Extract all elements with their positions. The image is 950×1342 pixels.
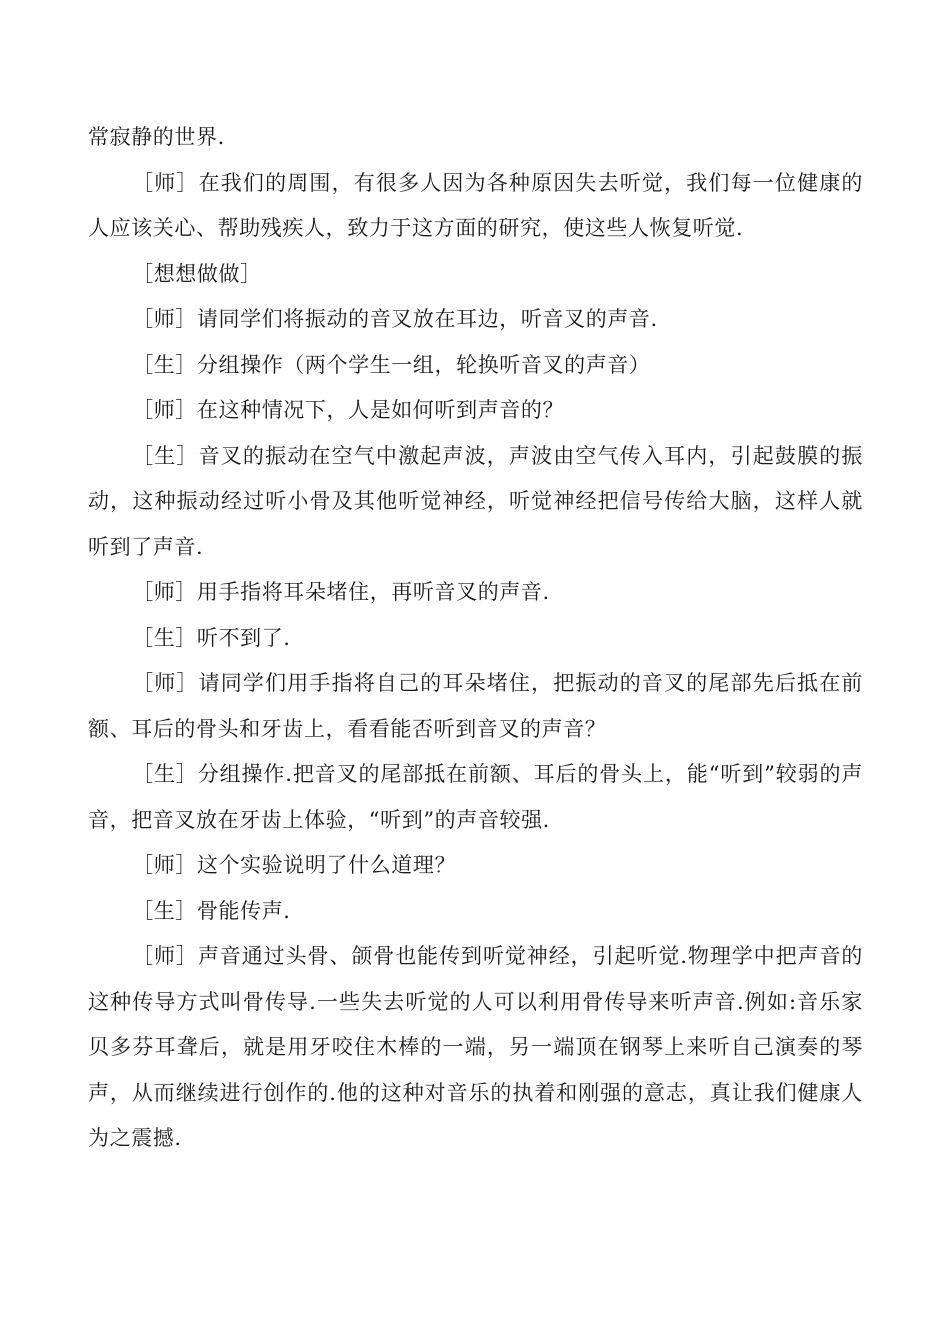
paragraph-student-group-operation: ［生］分组操作（两个学生一组，轮换听音叉的声音） [132, 352, 651, 377]
paragraph-teacher-block-ears: ［师］用手指将耳朵堵住，再听音叉的声音. [132, 580, 550, 604]
paragraph-teacher-question-how-hear: ［师］在这种情况下，人是如何听到声音的？ [132, 398, 565, 422]
paragraph-student-answer-hearing: ［生］音叉的振动在空气中激起声波，声波由空气传入耳内，引起鼓膜的振动，这种振动经过听小骨及其他听觉神经，听觉神经把信号传给大脑，这样人就听到了声音. [88, 443, 863, 559]
paragraph-student-cannot-hear: ［生］听不到了. [132, 625, 291, 650]
paragraph-teacher-tuning-fork: ［师］请同学们将振动的音叉放在耳边，听音叉的声音. [132, 307, 658, 331]
paragraph-teacher-bone-conduction-beethoven: ［师］声音通过头骨、颌骨也能传到听觉神经，引起听觉.物理学中把声音的这种传导方式叫骨传导.一些失去听觉的人可以利用骨传导来听声音.例如:音乐家贝多芬耳聋后，就是用牙咬住木棒的一端，另一端顶在钢琴上来听自己演奏的琴声，从而继续进行创作的.他的这种对音乐的执着和刚强的意志，真让我们健康人为之震撼. [88, 944, 863, 1150]
paragraph-continuation: 常寂静的世界. [88, 125, 225, 149]
document-body [88, 115, 863, 1162]
paragraph-teacher-hearing-loss: ［师］在我们的周围，有很多人因为各种原因失去听觉，我们每一位健康的人应该关心、帮助残疾人，致力于这方面的研究，使这些人恢复听觉. [88, 170, 863, 240]
paragraph-teacher-question-principle: ［师］这个实验说明了什么道理？ [132, 853, 457, 877]
paragraph-section-heading: ［想想做做］ [132, 261, 262, 286]
paragraph-teacher-bone-experiment: ［师］请同学们用手指将自己的耳朵堵住，把振动的音叉的尾部先后抵在前额、耳后的骨头和牙齿上，看看能否听到音叉的声音？ [88, 671, 863, 741]
paragraph-student-bone-conducts: ［生］骨能传声. [132, 898, 291, 923]
paragraph-student-experiment-result: ［生］分组操作.把音叉的尾部抵在前额、耳后的骨头上，能“听到”较弱的声音，把音叉放在牙齿上体验，“听到”的声音较强. [88, 762, 863, 832]
